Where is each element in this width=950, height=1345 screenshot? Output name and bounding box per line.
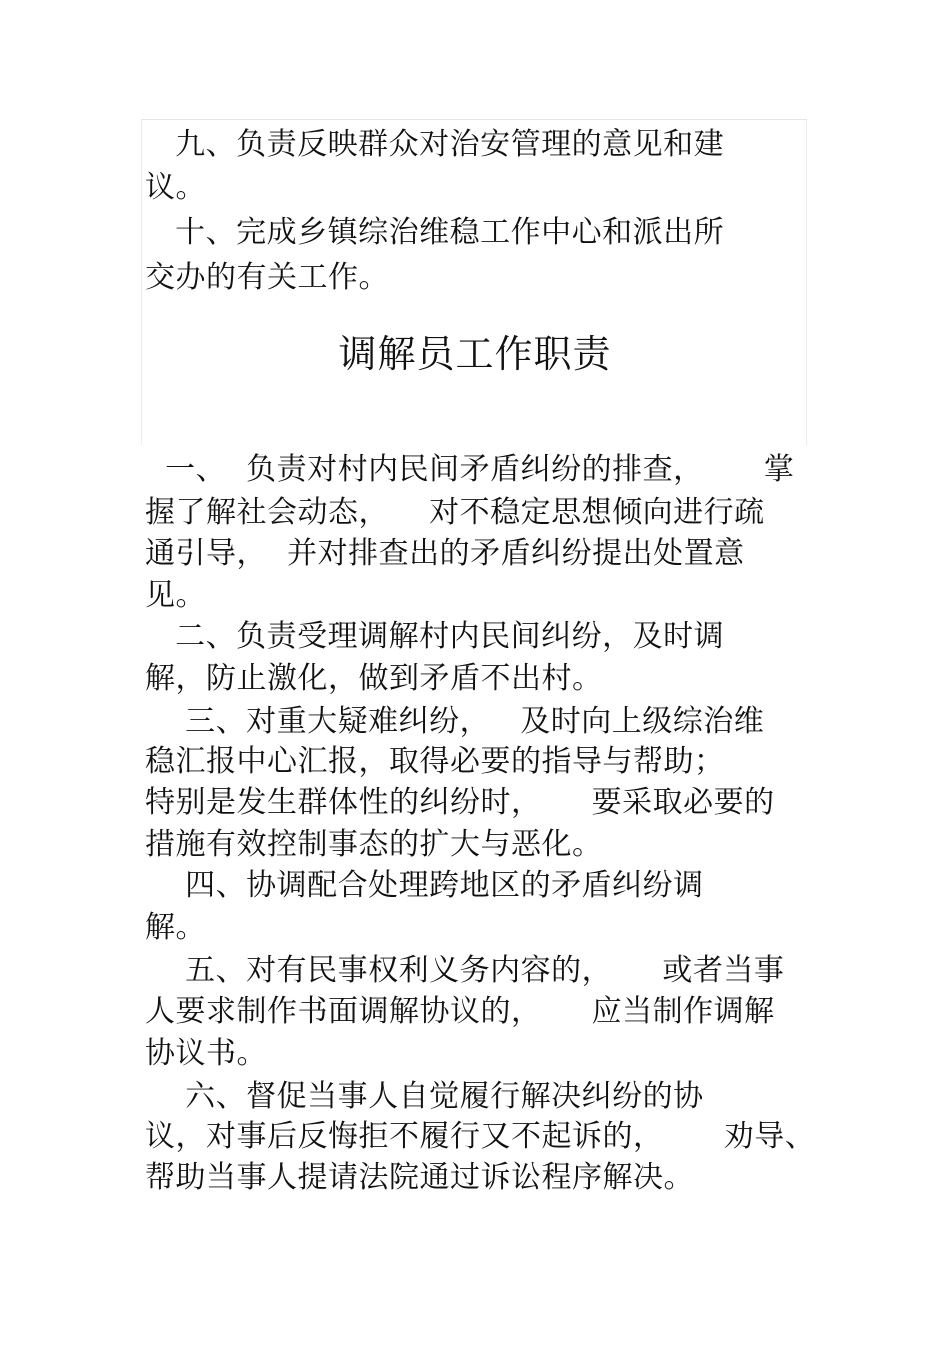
duty-line-8: 稳汇报中心汇报，取得必要的指导与帮助；: [145, 744, 725, 779]
duty-line-2: 握了解社会动态， 对不稳定思想倾向进行疏: [145, 495, 765, 530]
duty-line-14: 人要求制作书面调解协议的， 应当制作调解: [145, 994, 775, 1029]
duty-line-9: 特别是发生群体性的纠纷时， 要采取必要的: [145, 785, 775, 820]
intro-line-2: 议。: [145, 170, 206, 205]
intro-line-1: 九、负责反映群众对治安管理的意见和建: [145, 127, 725, 162]
duty-line-4: 见。: [145, 578, 206, 613]
duty-line-3: 通引导， 并对排查出的矛盾纠纷提出处置意: [145, 536, 745, 571]
duty-line-16: 六、督促当事人自觉履行解决纠纷的协: [145, 1079, 704, 1114]
duty-line-10: 措施有效控制事态的扩大与恶化。: [145, 827, 603, 862]
duty-line-13: 五、对有民事权利义务内容的， 或者当事: [145, 953, 785, 988]
intro-line-3: 十、完成乡镇综治维稳工作中心和派出所: [145, 215, 725, 250]
duty-line-11: 四、协调配合处理跨地区的矛盾纠纷调: [145, 868, 704, 903]
duty-line-6: 解，防止激化，做到矛盾不出村。: [145, 661, 603, 696]
intro-line-4: 交办的有关工作。: [145, 260, 389, 295]
duty-line-5: 二、负责受理调解村内民间纠纷，及时调: [145, 619, 725, 654]
duty-line-15: 协议书。: [145, 1036, 267, 1071]
page-title: 调解员工作职责: [338, 332, 612, 376]
duty-line-17: 议，对事后反悔拒不履行又不起诉的， 劝导、: [145, 1119, 816, 1154]
duty-line-1: 一、 负责对村内民间矛盾纠纷的排查， 掌: [145, 452, 795, 487]
duty-line-18: 帮助当事人提请法院通过诉讼程序解决。: [145, 1160, 694, 1195]
duty-line-7: 三、对重大疑难纠纷， 及时向上级综治维: [145, 704, 765, 739]
duty-line-12: 解。: [145, 910, 206, 945]
